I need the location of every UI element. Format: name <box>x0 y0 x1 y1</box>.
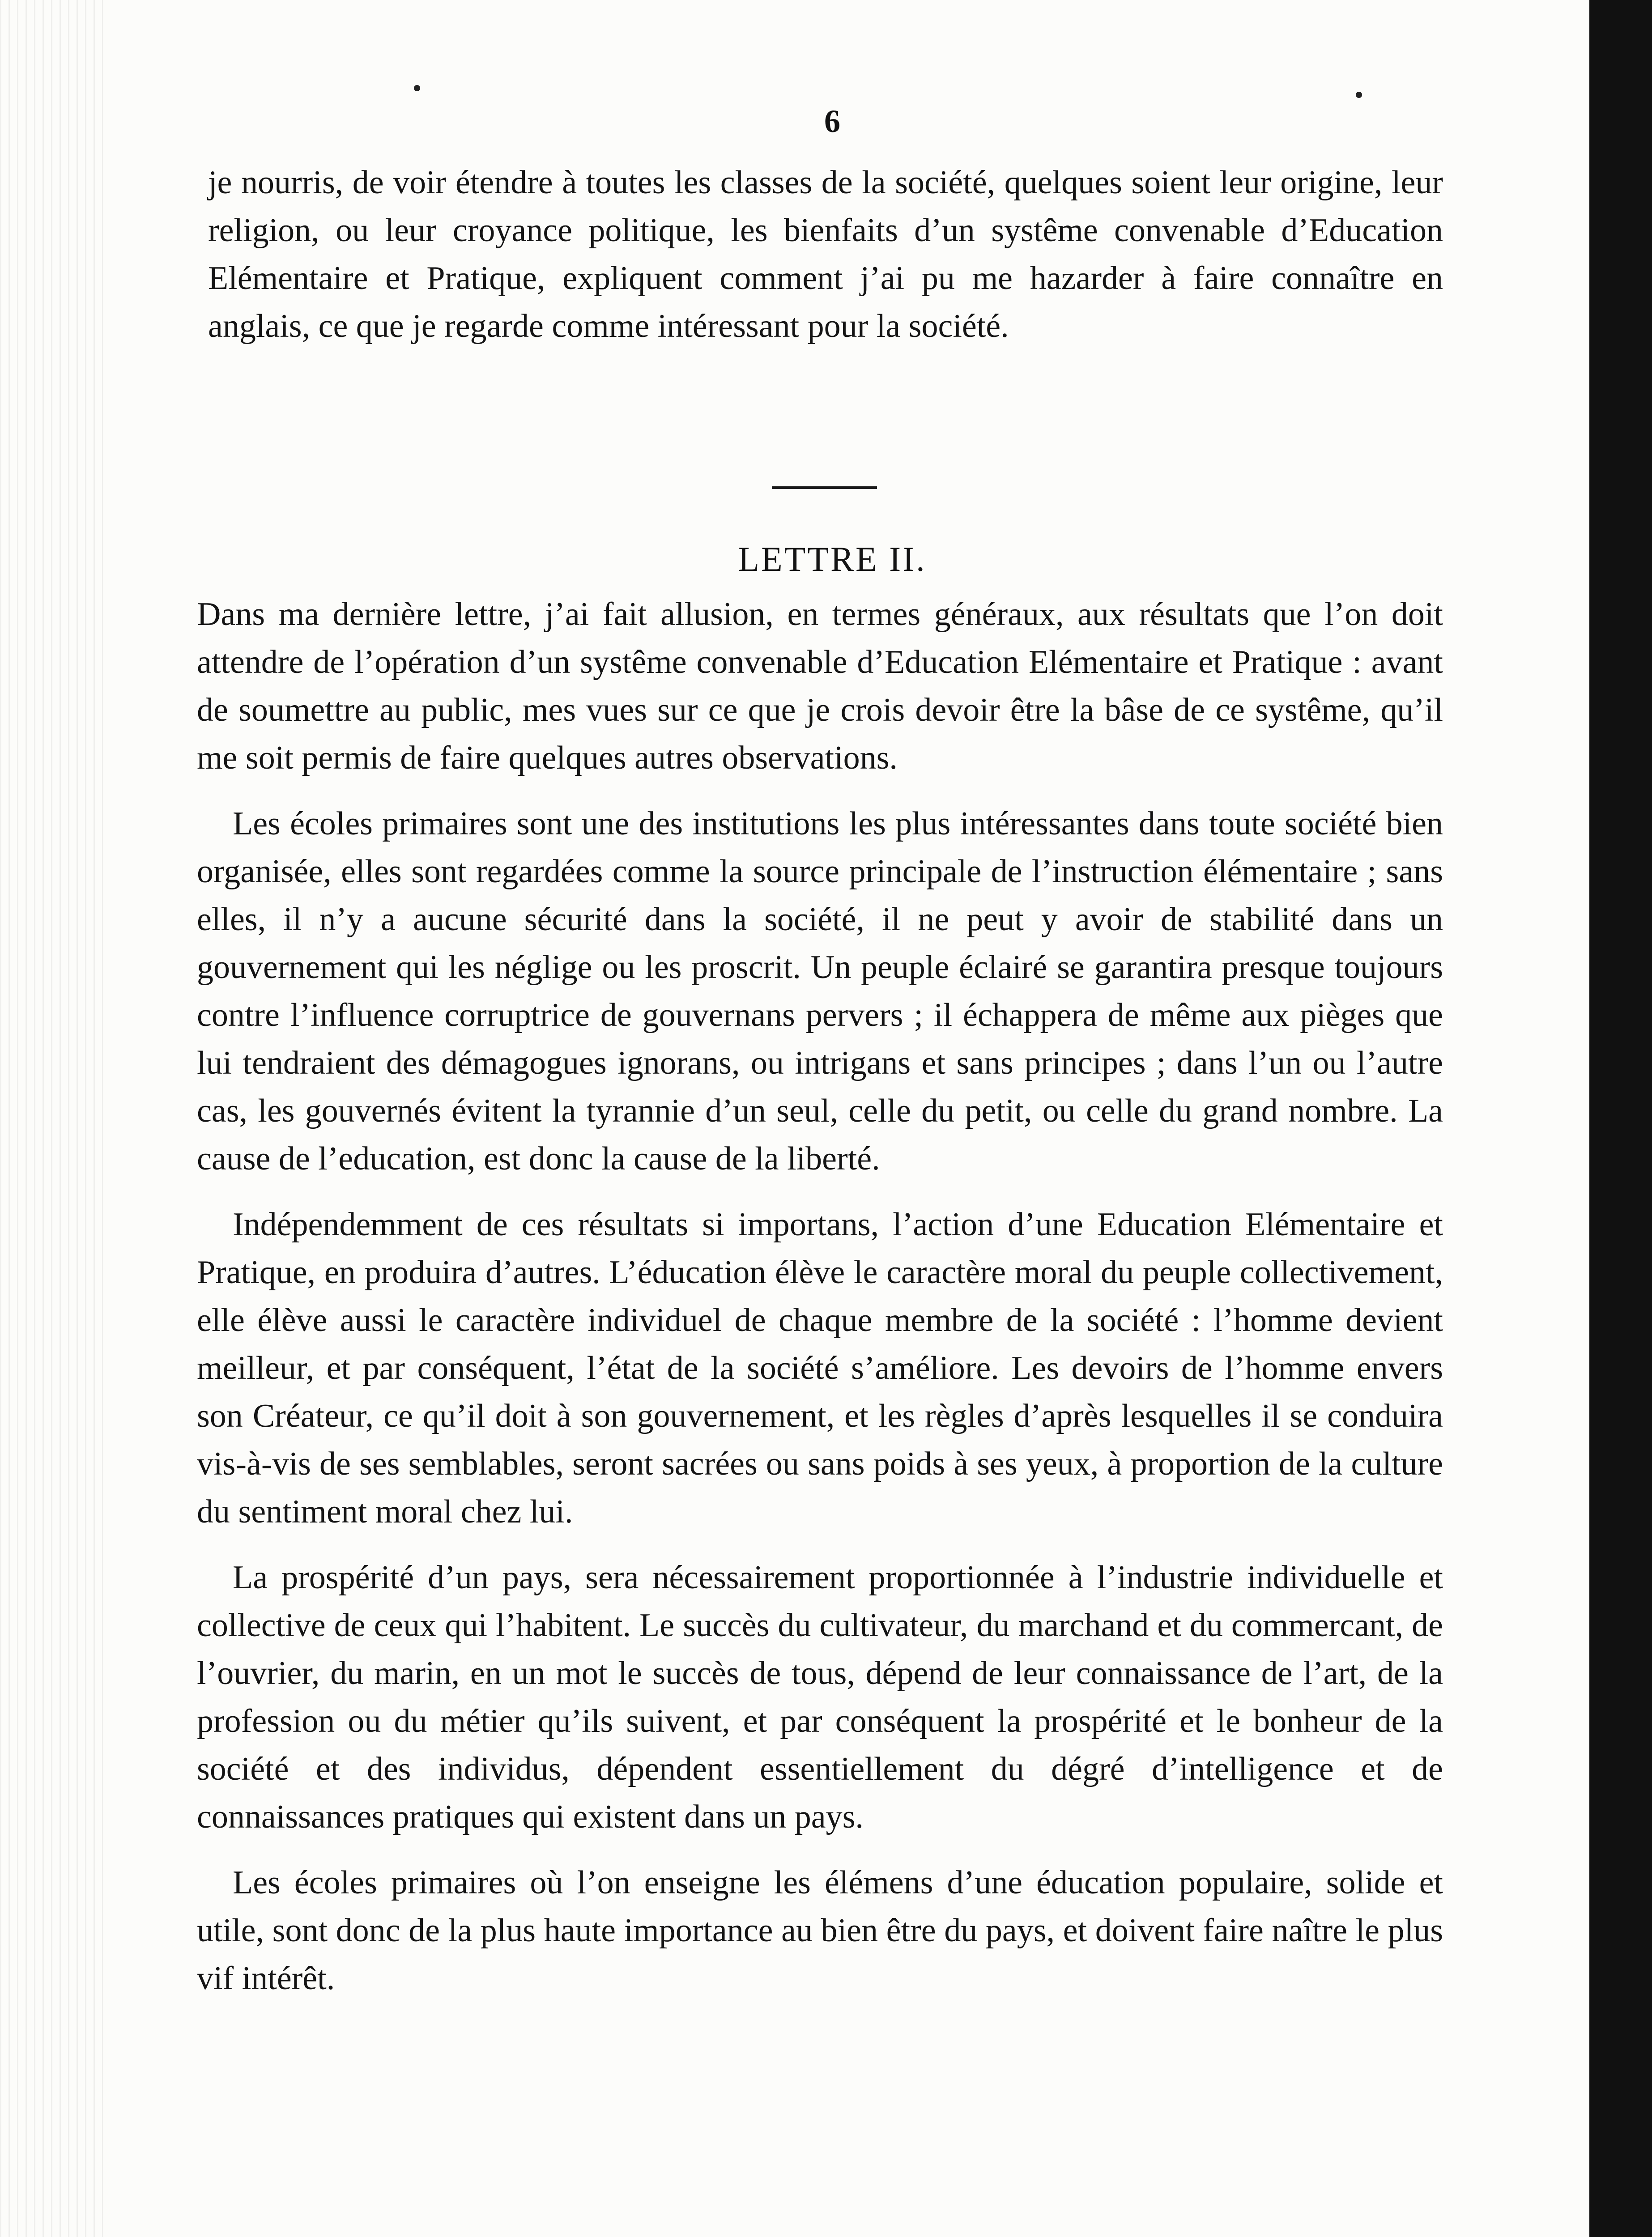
paragraph: Dans ma dernière lettre, j’ai fait allusion, en termes généraux, aux résultats que l’on doit attendre de l’opération d’un systême convenable d’Education Elémentaire et Pratique : avant de soumettre au public, mes vues sur ce que je crois devoir être la bâse de ce systême, qu’il me soit permis de faire quelques autres observations. <box>197 596 1443 776</box>
section-divider <box>772 486 877 489</box>
page-number: 6 <box>824 103 840 139</box>
intro-paragraph: je nourris, de voir étendre à toutes les classes de la société, quelques soient leur origine, leur religion, ou leur croyance politique, les bienfaits d’un systême convenable d’Education Elémentaire et Pratique, expliquent comment j’ai pu me hazarder à faire connaître en anglais, ce que je regarde comme intéressant pour la société. <box>208 164 1443 344</box>
intro-block <box>208 159 1443 350</box>
scan-dark-margin <box>1589 0 1652 2237</box>
page-left-edge <box>0 0 103 2237</box>
paragraph: Indépendemment de ces résultats si importans, l’action d’une Education Elémentaire et Pratique, en produira d’autres. L’éducation élève le caractère moral du peuple collectivement, elle élève aussi le caractère individuel de chaque membre de la société : l’homme devient meilleur, et par conséquent, l’état de la société s’améliore. Les devoirs de l’homme envers son Créateur, ce qu’il doit à son gouvernement, et les règles d’après lesquelles il se conduira vis-à-vis de ses semblables, seront sacrées ou sans poids à ses yeux, à proportion de la culture du sentiment moral chez lui. <box>197 1206 1443 1530</box>
ink-speck <box>414 85 420 91</box>
paragraph: Les écoles primaires où l’on enseigne les élémens d’une éducation populaire, solide et utile, sont donc de la plus haute importance au bien être du pays, et doivent faire naître le plus vif intérêt. <box>197 1864 1443 1997</box>
letter-title: LETTRE II. <box>738 540 927 578</box>
paragraph: La prospérité d’un pays, sera nécessairement proportionnée à l’industrie individuelle et collective de ceux qui l’habitent. Le succès du cultivateur, du marchand et du commercant, de l’ouvrier, du marin, en un mot le succès de tous, dépend de leur connaissance de l’art, de la profession ou du métier qu’ils suivent, et par conséquent la prospérité et le bonheur de la société et des individus, dépendent essentiellement du dégré d’intelligence et de connaissances pratiques qui existent dans un pays. <box>197 1559 1443 1835</box>
letter-body <box>197 591 1443 2020</box>
paragraph: Les écoles primaires sont une des institutions les plus intéressantes dans toute société bien organisée, elles sont regardées comme la source principale de l’instruction élémentaire ; sans elles, il n’y a aucune sécurité dans la société, il ne peut y avoir de stabilité dans un gouvernement qui les néglige ou les proscrit. Un peuple éclairé se garantira presque toujours contre l’influence corruptrice de gouvernans pervers ; il échappera de même aux pièges que lui tendraient des démagogues ignorans, ou intrigans et sans principes ; dans l’un ou l’autre cas, les gouvernés évitent la tyrannie d’un seul, celle du petit, ou celle du grand nombre. La cause de l’education, est donc la cause de la liberté. <box>197 805 1443 1177</box>
ink-speck <box>1356 92 1362 98</box>
